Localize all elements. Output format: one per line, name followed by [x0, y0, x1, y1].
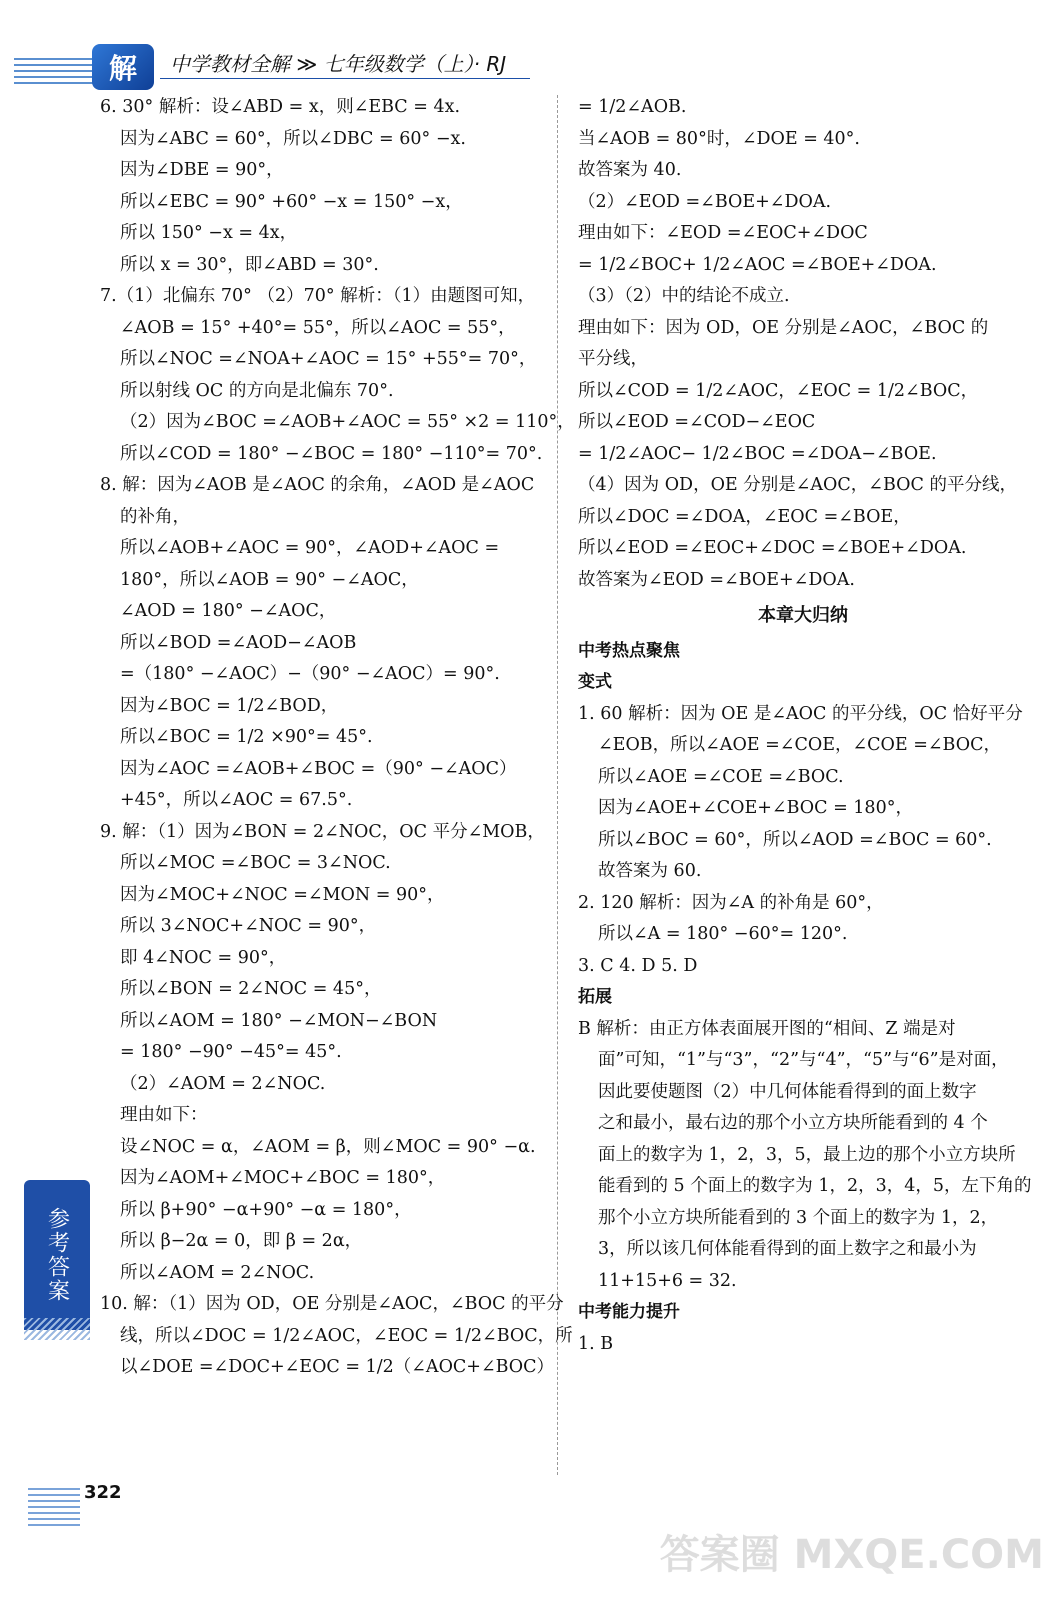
sub-heading-hotspot: 中考热点聚焦 [578, 640, 680, 661]
header-stripes [14, 58, 104, 84]
sub-heading-extension: 拓展 [578, 987, 612, 1007]
sub-heading-variant: 变式 [578, 672, 612, 692]
answer-line: 因为∠ABC = 60°，所以∠DBC = 60° −x. [120, 128, 466, 149]
answer-line: B 解析：由正方体表面展开图的“相间、Z 端是对 [578, 1018, 956, 1039]
answer-line: 所以∠BON = 2∠NOC = 45°， [120, 979, 382, 999]
answer-line: 因为∠AOC =∠AOB+∠BOC =（90° −∠AOC） [120, 758, 517, 779]
answer-line: 因为∠AOE+∠COE+∠BOC = 180°， [598, 798, 913, 818]
answer-line: 所以∠AOM = 180° −∠MON−∠BON [120, 1010, 438, 1031]
answer-line: 当∠AOB = 80°时，∠DOE = 40°. [578, 128, 860, 149]
page-number-stripes [28, 1488, 80, 1528]
left-column [100, 92, 575, 1384]
answer-line: 3. C 4. D 5. D [578, 955, 698, 976]
answer-line: 所以∠BOD =∠AOD−∠AOB [120, 632, 357, 653]
answer-line: = 1/2∠BOC+ 1/2∠AOC =∠BOE+∠DOA. [578, 254, 937, 275]
answer-line: 设∠NOC = α，∠AOM = β，则∠MOC = 90° −α. [120, 1136, 536, 1157]
answer-line: 所以 3∠NOC+∠NOC = 90°， [120, 916, 377, 936]
answer-line: 所以∠EBC = 90° +60° −x = 150° −x， [120, 191, 463, 212]
answer-line: 9. 解：（1）因为∠BON = 2∠NOC，OC 平分∠MOB， [100, 821, 545, 842]
answer-line: 所以∠EOD =∠EOC+∠DOC =∠BOE+∠DOA. [578, 538, 967, 558]
answer-line: 所以∠AOM = 2∠NOC. [120, 1262, 315, 1283]
answer-line: 所以∠COD = 1/2∠AOC，∠EOC = 1/2∠BOC， [578, 380, 979, 401]
answer-line: 线，所以∠DOC = 1/2∠AOC，∠EOC = 1/2∠BOC，所 [120, 1325, 573, 1346]
answer-line: 3，所以该几何体能看得到的面上数字之和最小为 [598, 1239, 977, 1259]
answer-line: （3）（2）中的结论不成立. [578, 286, 790, 306]
answer-line: 面”可知，“1”与“3”，“2”与“4”，“5”与“6”是对面， [598, 1050, 1009, 1070]
answer-line: 所以∠BOC = 60°，所以∠AOD =∠BOC = 60°. [598, 829, 992, 850]
answer-line: 理由如下： [120, 1105, 208, 1125]
answer-line: 面上的数字为 1，2，3，5，最上边的那个小立方块所 [598, 1144, 1016, 1165]
watermark: 答案圈 MXQE.COM [659, 1532, 1044, 1578]
answer-line: 即 4∠NOC = 90°， [120, 947, 287, 968]
answer-line: 之和最小，最右边的那个小立方块所能看到的 4 个 [598, 1113, 988, 1133]
answer-line: （2）∠EOD =∠BOE+∠DOA. [578, 191, 832, 212]
answer-line: 故答案为∠EOD =∠BOE+∠DOA. [578, 569, 855, 590]
answer-line: 所以∠AOE =∠COE =∠BOC. [598, 766, 844, 787]
answer-line: 因为∠BOC = 1/2∠BOD， [120, 695, 339, 716]
answer-line: 平分线， [578, 349, 648, 369]
answer-line: = 1/2∠AOB. [578, 97, 687, 117]
answer-line: 7.（1）北偏东 70° （2）70° 解析：（1）由题图可知， [100, 286, 536, 306]
answer-line: 所以∠MOC =∠BOC = 3∠NOC. [120, 853, 391, 873]
column-divider [557, 95, 558, 1475]
answer-line: ∠EOB，所以∠AOE =∠COE，∠COE =∠BOC， [598, 735, 1001, 755]
answer-line: ∠AOD = 180° −∠AOC， [120, 601, 337, 621]
sub-heading-improve: 中考能力提升 [578, 1302, 680, 1322]
answer-line: 所以∠COD = 180° −∠BOC = 180° −110°= 70°. [120, 443, 543, 464]
answer-line: 所以射线 OC 的方向是北偏东 70°. [120, 380, 394, 401]
answer-line: 理由如下：∠EOD =∠EOC+∠DOC [578, 223, 868, 243]
answer-line: 因为∠MOC+∠NOC =∠MON = 90°， [120, 884, 445, 905]
answer-line: 因为∠DBE = 90°， [120, 160, 284, 180]
answer-line: 那个小立方块所能看到的 3 个面上的数字为 1，2， [598, 1207, 999, 1228]
answer-line: 所以∠BOC = 1/2 ×90°= 45°. [120, 727, 373, 747]
answer-line: 理由如下：因为 OD，OE 分别是∠AOC，∠BOC 的 [578, 317, 989, 338]
answer-line: 2. 120 解析：因为∠A 的补角是 60°， [578, 892, 884, 913]
answer-line: 所以∠DOC =∠DOA，∠EOC =∠BOE， [578, 506, 911, 527]
header-rule [160, 78, 530, 79]
answer-line: 10. 解：（1）因为 OD，OE 分别是∠AOC，∠BOC 的平分 [100, 1294, 564, 1314]
answer-line: 180°，所以∠AOB = 90° −∠AOC， [120, 569, 419, 590]
answer-line: = 1/2∠AOC− 1/2∠BOC =∠DOA−∠BOE. [578, 443, 937, 464]
answer-line: 所以 x = 30°，即∠ABD = 30°. [120, 254, 379, 275]
answer-line: ∠AOB = 15° +40°= 55°，所以∠AOC = 55°， [120, 317, 516, 338]
answer-line: =（180° −∠AOC）−（90° −∠AOC）= 90°. [120, 664, 500, 684]
answer-line: = 180° −90° −45°= 45°. [120, 1042, 342, 1062]
side-tab-stripes [24, 1318, 90, 1340]
answer-line: 能看到的 5 个面上的数字为 1，2，3，4，5，左下角的 [598, 1176, 1032, 1196]
answer-line: +45°，所以∠AOC = 67.5°. [120, 790, 353, 810]
answer-line: 8. 解：因为∠AOB 是∠AOC 的余角，∠AOD 是∠AOC [100, 475, 535, 495]
answer-line: 所以∠EOD =∠COD−∠EOC [578, 412, 816, 432]
answer-line: （4）因为 OD，OE 分别是∠AOC，∠BOC 的平分线， [578, 475, 1017, 495]
answer-line: 11+15+6 = 32. [598, 1270, 737, 1291]
answer-line: （2）∠AOM = 2∠NOC. [120, 1073, 326, 1094]
answer-line: 所以 β−2α = 0，即 β = 2α， [120, 1231, 363, 1251]
side-tab-answers: 参考答案 [24, 1180, 90, 1330]
answer-line: 1. 60 解析：因为 OE 是∠AOC 的平分线，OC 恰好平分 [578, 703, 1023, 724]
answer-line: 所以 150° −x = 4x， [120, 223, 298, 243]
page-number: 322 [84, 1482, 122, 1503]
answer-line: 因此要使题图（2）中几何体能看得到的面上数字 [598, 1081, 977, 1102]
right-column [578, 92, 1032, 1360]
header-title: 中学教材全解 ≫ 七年级数学（上）· RJ [170, 52, 507, 76]
answer-line: 6. 30° 解析：设∠ABD = x，则∠EBC = 4x. [100, 97, 461, 117]
answer-line: 故答案为 60. [598, 861, 702, 881]
answer-line: 所以 β+90° −α+90° −α = 180°， [120, 1199, 412, 1220]
answer-line: 因为∠AOM+∠MOC+∠BOC = 180°， [120, 1168, 446, 1188]
book-logo-icon: 解 [92, 44, 154, 90]
answer-line: 的补角， [120, 506, 190, 527]
answer-line: （2）因为∠BOC =∠AOB+∠AOC = 55° ×2 = 110°， [120, 412, 575, 432]
answer-line: 所以∠AOB+∠AOC = 90°，∠AOD+∠AOC = [120, 538, 500, 558]
page-header [0, 40, 560, 100]
answer-line: 1. B [578, 1333, 614, 1354]
answer-line: 所以∠A = 180° −60°= 120°. [598, 924, 848, 944]
answer-line: 以∠DOE =∠DOC+∠EOC = 1/2（∠AOC+∠BOC） [120, 1357, 555, 1377]
answer-line: 故答案为 40. [578, 160, 682, 180]
section-title: 本章大归纳 [758, 605, 848, 626]
answer-line: 所以∠NOC =∠NOA+∠AOC = 15° +55°= 70°， [120, 349, 537, 369]
